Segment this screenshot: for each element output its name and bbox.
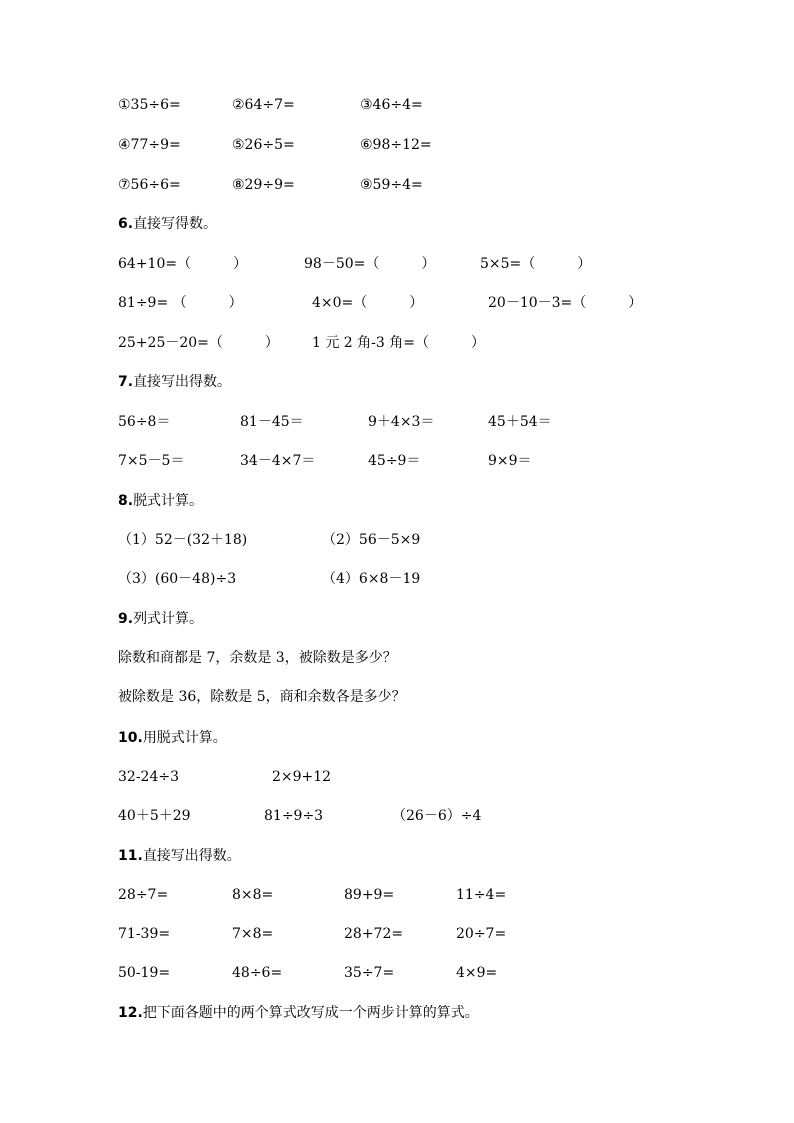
- exercise-item: ③46÷4=: [360, 97, 423, 113]
- exercise-item: 48÷6=: [232, 965, 283, 981]
- division-row: [0, 94, 794, 116]
- exercise-item: 56÷8＝: [118, 414, 171, 430]
- exercise-item: 8×8=: [232, 887, 274, 903]
- exercise-item: 64+10=（ ）: [118, 256, 248, 272]
- question-number: 6.: [118, 216, 134, 232]
- exercise-item: 7×8=: [232, 926, 274, 942]
- exercise-item: ⑤26÷5=: [232, 137, 295, 153]
- word-problem-text: 除数和商都是 7，余数是 3，被除数是多少？: [118, 650, 397, 666]
- exercise-row: [0, 766, 794, 788]
- question-heading-12: [0, 1002, 794, 1024]
- exercise-item: 32-24÷3: [118, 769, 179, 785]
- question-title: 用脱式计算。: [142, 730, 227, 746]
- exercise-row: [0, 568, 794, 590]
- question-heading-10: [0, 727, 794, 749]
- question-heading-8: [0, 490, 794, 512]
- division-row: [0, 134, 794, 156]
- exercise-item: 34－4×7＝: [240, 453, 316, 469]
- exercise-item: ⑧29÷9=: [232, 177, 295, 193]
- exercise-item: 81÷9÷3: [264, 808, 324, 824]
- question-title: 直接写得数。: [133, 216, 218, 232]
- exercise-item: （4）6×8－19: [322, 571, 421, 587]
- exercise-item: 1 元 2 角-3 角=（ ）: [312, 335, 485, 351]
- exercise-item: 40＋5＋29: [118, 808, 191, 824]
- exercise-item: 9×9＝: [488, 453, 532, 469]
- exercise-item: （3）(60－48)÷3: [118, 571, 237, 587]
- exercise-row: [0, 962, 794, 984]
- exercise-item: 7×5－5＝: [118, 453, 185, 469]
- question-title: 直接写出得数。: [133, 374, 232, 390]
- word-problem-text: 被除数是 36，除数是 5，商和余数各是多少？: [118, 689, 406, 705]
- question-number: 12.: [118, 1005, 143, 1021]
- exercise-item: 28÷7=: [118, 887, 169, 903]
- question-number: 8.: [118, 493, 134, 509]
- question-title: 列式计算。: [133, 611, 204, 627]
- exercise-item: 81－45＝: [240, 414, 304, 430]
- exercise-row: [0, 292, 794, 314]
- exercise-item: 28+72=: [344, 926, 404, 942]
- exercise-item: 98－50=（ ）: [304, 256, 436, 272]
- question-heading-11: [0, 845, 794, 867]
- exercise-item: 4×9=: [456, 965, 498, 981]
- exercise-item: ①35÷6=: [118, 97, 181, 113]
- question-heading-9: [0, 608, 794, 630]
- question-title: 脱式计算。: [133, 493, 204, 509]
- exercise-item: 20÷7=: [456, 926, 507, 942]
- question-title: 直接写出得数。: [142, 848, 241, 864]
- exercise-row: [0, 923, 794, 945]
- question-number: 11.: [118, 848, 143, 864]
- exercise-item: 45÷9＝: [368, 453, 421, 469]
- exercise-item: （1）52－(32＋18): [118, 532, 248, 548]
- question-heading-6: [0, 213, 794, 235]
- exercise-item: 71-39=: [118, 926, 171, 942]
- exercise-row: [0, 450, 794, 472]
- exercise-item: ②64÷7=: [232, 97, 295, 113]
- question-number: 9.: [118, 611, 134, 627]
- question-number: 7.: [118, 374, 134, 390]
- exercise-item: ④77÷9=: [118, 137, 181, 153]
- exercise-item: 89+9=: [344, 887, 395, 903]
- exercise-row: [0, 411, 794, 433]
- question-heading-7: [0, 371, 794, 393]
- exercise-item: 81÷9= （ ）: [118, 295, 243, 311]
- exercise-item: 2×9+12: [272, 769, 332, 785]
- exercise-item: ⑦56÷6=: [118, 177, 181, 193]
- exercise-item: 11÷4=: [456, 887, 507, 903]
- exercise-item: ⑥98÷12=: [360, 137, 432, 153]
- exercise-item: 35÷7=: [344, 965, 395, 981]
- exercise-item: （2）56－5×9: [322, 532, 421, 548]
- exercise-row: [0, 529, 794, 551]
- exercise-item: 25+25－20=（ ）: [118, 335, 279, 351]
- exercise-item: 9＋4×3＝: [368, 414, 435, 430]
- question-title: 把下面各题中的两个算式改写成一个两步计算的算式。: [142, 1005, 479, 1021]
- exercise-item: 5×5=（ ）: [480, 256, 592, 272]
- word-problem: [0, 647, 794, 669]
- question-number: 10.: [118, 730, 143, 746]
- exercise-row: [0, 253, 794, 275]
- exercise-item: 20－10－3=（ ）: [488, 295, 643, 311]
- exercise-item: 50-19=: [118, 965, 171, 981]
- exercise-item: （26－6）÷4: [392, 808, 482, 824]
- exercise-row: [0, 884, 794, 906]
- word-problem: [0, 686, 794, 708]
- exercise-row: [0, 805, 794, 827]
- exercise-row: [0, 332, 794, 354]
- division-row: [0, 174, 794, 196]
- exercise-item: ⑨59÷4=: [360, 177, 423, 193]
- exercise-item: 45＋54＝: [488, 414, 552, 430]
- exercise-item: 4×0=（ ）: [312, 295, 424, 311]
